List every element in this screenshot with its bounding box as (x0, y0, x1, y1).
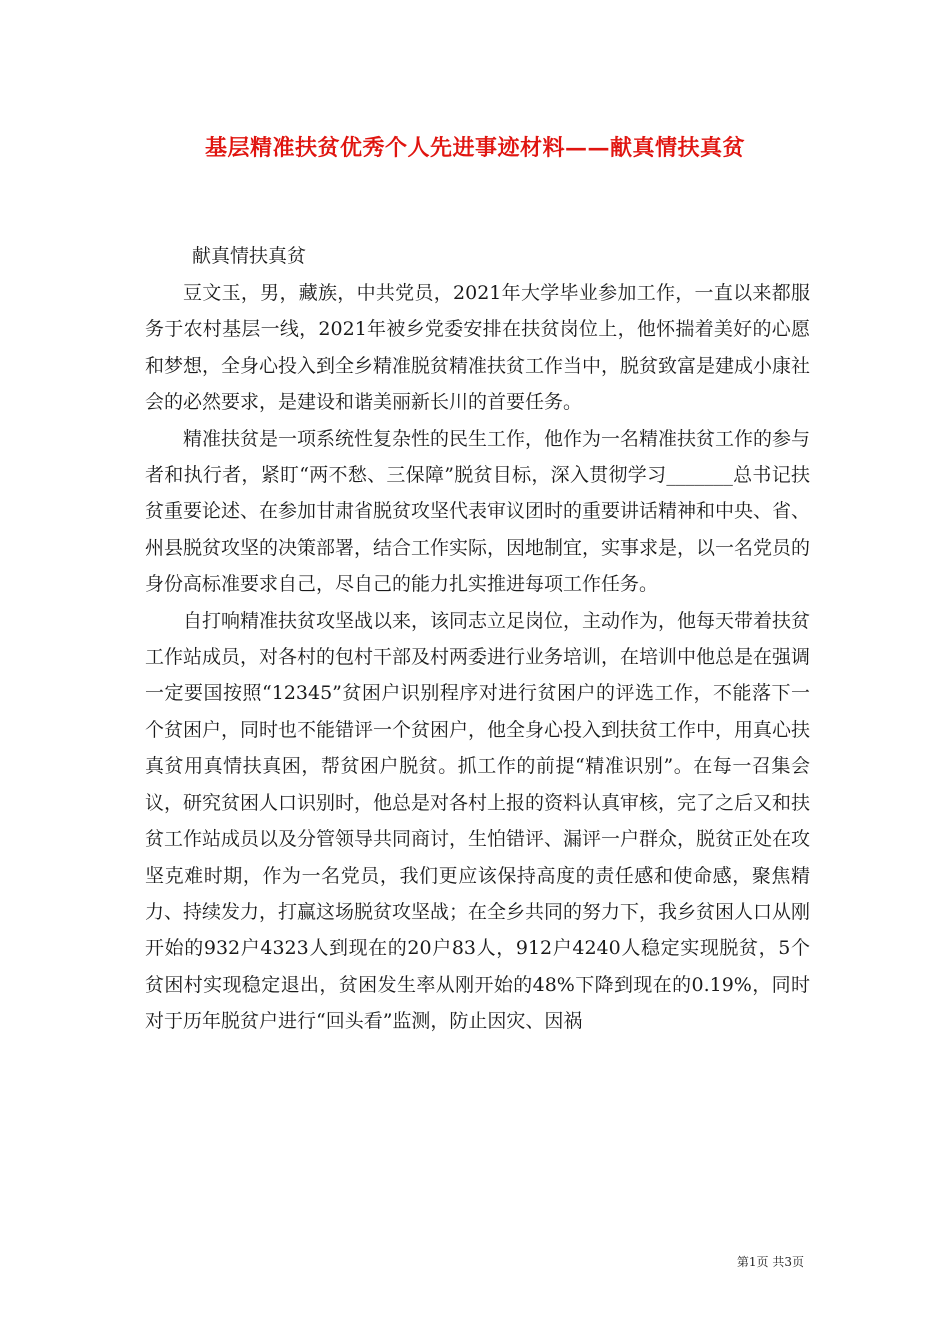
document-body (145, 275, 810, 1040)
paragraph-2: 精准扶贫是一项系统性复杂性的民生工作，他作为一名精准扶贫工作的参与者和执行者，紧盯“两不愁、三保障”脱贫目标，深入贯彻学习_______总书记扶贫重要论述、在参加甘肃省脱贫攻坚代表审议团时的重要讲话精神和中央、省、州县脱贫攻坚的决策部署，结合工作实际，因地制宜，实事求是，以一名党员的身份高标准要求自己，尽自己的能力扎实推进每项工作任务。 (145, 427, 811, 596)
paragraph-3: 自打响精准扶贫攻坚战以来，该同志立足岗位，主动作为，他每天带着扶贫工作站成员，对各村的包村干部及村两委进行业务培训，在培训中他总是在强调一定要国按照“12345”贫困户识别程序对进行贫困户的评选工作，不能落下一个贫困户，同时也不能错评一个贫困户，他全身心投入到扶贫工作中，用真心扶真贫用真情扶真困，帮贫困户脱贫。抓工作的前提“精准识别”。在每一召集会议，研究贫困人口识别时，他总是对各村上报的资料认真审核，完了之后又和扶贫工作站成员以及分管领导共同商讨，生怕错评、漏评一户群众，脱贫正处在攻坚克难时期，作为一名党员，我们更应该保持高度的责任感和使命感，聚焦精力、持续发力，打赢这场脱贫攻坚战；在全乡共同的努力下，我乡贫困人口从刚开始的932户4323人到现在的20户83人，912户4240人稳定实现脱贫，5个贫困村实现稳定退出，贫困发生率从刚开始的48%下降到现在的0.19%，同时对于历年脱贫户进行“回头看”监测，防止因灾、因祸 (145, 609, 811, 1033)
document-title: 基层精准扶贫优秀个人先进事迹材料——献真情扶真贫 (204, 135, 745, 161)
paragraph-1: 豆文玉，男，藏族，中共党员，2021年大学毕业参加工作，一直以来都服务于农村基层一线，2021年被乡党委安排在扶贫岗位上，他怀揣着美好的心愿和梦想，全身心投入到全乡精准脱贫精准扶贫工作当中，脱贫致富是建成小康社会的必然要求，是建设和谐美丽新长川的首要任务。 (145, 282, 811, 414)
page-number: 第1页 共3页 (736, 1255, 804, 1269)
document-subheading: 献真情扶真贫 (192, 245, 307, 267)
